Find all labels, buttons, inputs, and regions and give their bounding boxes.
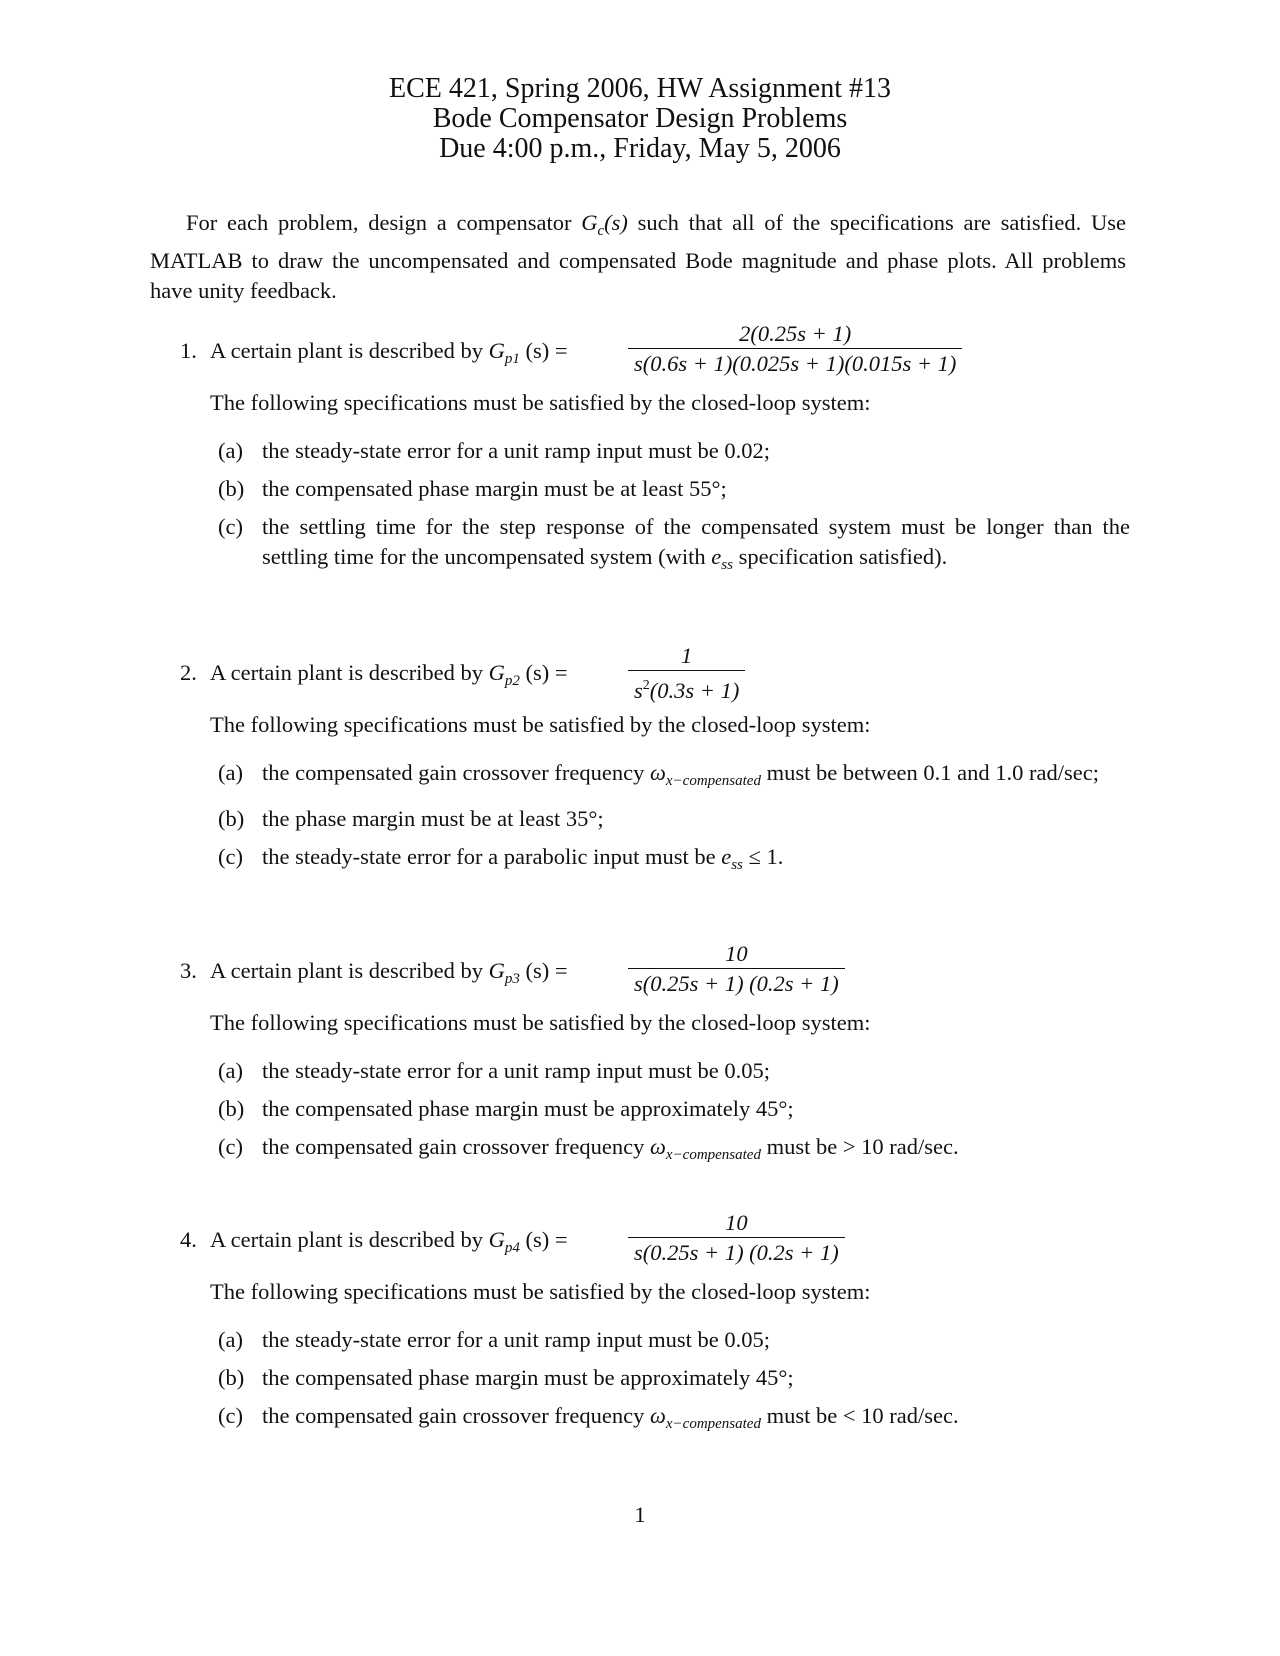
spec-text-a: the compensated gain crossover frequency: [262, 1134, 650, 1159]
tf-numerator: 2(0.25s + 1): [739, 321, 852, 346]
spec-list: [218, 436, 1130, 580]
tf-denominator: [628, 670, 745, 706]
spec-text: the phase margin must be at least 35°;: [262, 806, 604, 831]
intro-paragraph: [150, 208, 1126, 306]
spec-text-b: must be < 10 rad/sec.: [760, 1403, 959, 1428]
spec-label: (c): [218, 1403, 243, 1428]
tf-denominator: s(0.6s + 1)(0.025s + 1)(0.015s + 1): [628, 348, 962, 379]
tf-numerator: 1: [681, 643, 693, 668]
plant-arg: (s) =: [525, 338, 568, 363]
transfer-function: [628, 642, 745, 706]
plant-subscript: p4: [504, 1240, 520, 1256]
spec-symbol: ω: [649, 1403, 666, 1428]
spec-item: [218, 1056, 1130, 1086]
spec-item: [218, 1325, 1130, 1355]
plant-statement: [210, 958, 568, 988]
plant-subscript: p1: [504, 351, 520, 367]
spec-list: [218, 1056, 1130, 1170]
plant-statement: [210, 338, 568, 368]
spec-item: [218, 842, 1130, 880]
spec-text-a: the settling time for the step response of the compensated system must be longer than the settling time for the uncompensated system (with: [262, 514, 1130, 569]
tf-den-rest: (0.3s + 1): [649, 678, 740, 703]
spec-item: [218, 758, 1130, 796]
plant-symbol: G: [488, 338, 505, 363]
spec-label: (a): [218, 1327, 243, 1352]
plant-arg: (s) =: [525, 1227, 568, 1252]
page-number: 1: [634, 1502, 646, 1527]
spec-label: (b): [218, 1096, 245, 1121]
spec-label: (a): [218, 1058, 243, 1083]
spec-symbol: ω: [649, 1134, 666, 1159]
plant-symbol: G: [488, 1227, 505, 1252]
tf-numerator: 10: [725, 1210, 748, 1235]
intro-gc: G: [581, 210, 598, 235]
plant-lead: A certain plant is described by: [210, 958, 484, 983]
plant-subscript: p2: [504, 673, 520, 689]
plant-lead: A certain plant is described by: [210, 1227, 484, 1252]
spec-item: [218, 1094, 1130, 1124]
spec-list: [218, 1325, 1130, 1439]
spec-symbol: e: [711, 544, 722, 569]
spec-text: the steady-state error for a unit ramp input must be 0.05;: [262, 1327, 770, 1352]
spec-item: [218, 436, 1130, 466]
spec-text: the compensated phase margin must be approximately 45°;: [262, 1365, 794, 1390]
plant-arg: (s) =: [525, 660, 568, 685]
problem-number: 1.: [180, 338, 197, 363]
spec-label: (a): [218, 438, 243, 463]
spec-item: [218, 804, 1130, 834]
plant-statement: [210, 1227, 568, 1257]
tf-denominator: s(0.25s + 1) (0.2s + 1): [628, 968, 845, 999]
spec-symbol-sub: ss: [721, 557, 733, 573]
spec-text: the steady-state error for a unit ramp input must be 0.05;: [262, 1058, 770, 1083]
tf-den-exponent: 2: [642, 678, 650, 693]
spec-label: (c): [218, 844, 243, 869]
spec-item: [218, 1363, 1130, 1393]
spec-label: (a): [218, 760, 243, 785]
plant-symbol: G: [488, 958, 505, 983]
spec-text: the compensated phase margin must be approximately 45°;: [262, 1096, 794, 1121]
spec-symbol-sub: x−compensated: [665, 1416, 761, 1432]
spec-label: (b): [218, 476, 245, 501]
transfer-function: [628, 320, 962, 379]
spec-text-b: must be > 10 rad/sec.: [760, 1134, 959, 1159]
intro-text-a: For each problem, design a compensator: [186, 210, 582, 235]
spec-symbol-sub: x−compensated: [665, 1147, 761, 1163]
spec-text-b: must be between 0.1 and 1.0 rad/sec;: [760, 760, 1099, 785]
problem-2: [180, 640, 1130, 888]
spec-symbol-sub: ss: [731, 857, 743, 873]
header-line-3: Due 4:00 p.m., Friday, May 5, 2006: [439, 133, 841, 164]
header-line-1: ECE 421, Spring 2006, HW Assignment #13: [389, 73, 891, 104]
transfer-function: [628, 940, 845, 999]
spec-list: [218, 758, 1130, 880]
spec-symbol: ω: [649, 760, 666, 785]
tf-den-s: s: [634, 678, 643, 703]
spec-symbol: e: [721, 844, 732, 869]
plant-subscript: p3: [504, 971, 520, 987]
tf-denominator: s(0.25s + 1) (0.2s + 1): [628, 1237, 845, 1268]
spec-item: [218, 1132, 1130, 1170]
plant-statement: [210, 660, 568, 690]
intro-text-b: such that all of the specifications are satisfied. Use MATLAB to draw the uncompensated and compensated Bode magnitude and phase plots. All problems have unity feedback.: [150, 210, 1126, 303]
intro-gc-sub: c: [597, 223, 605, 239]
spec-label: (c): [218, 1134, 243, 1159]
spec-text: the steady-state error for a unit ramp input must be 0.02;: [262, 438, 770, 463]
problem-number: 3.: [180, 958, 197, 983]
spec-item: [218, 474, 1130, 504]
plant-arg: (s) =: [525, 958, 568, 983]
spec-text-a: the steady-state error for a parabolic input must be: [262, 844, 722, 869]
transfer-function: [628, 1209, 845, 1268]
problem-number: 2.: [180, 660, 197, 685]
plant-lead: A certain plant is described by: [210, 660, 484, 685]
plant-symbol: G: [488, 660, 505, 685]
problem-1: [180, 318, 1130, 588]
spec-text-b: specification satisfied).: [732, 544, 948, 569]
spec-text: the compensated phase margin must be at least 55°;: [262, 476, 727, 501]
spec-text-a: the compensated gain crossover frequency: [262, 760, 650, 785]
spec-label: (c): [218, 514, 243, 539]
spec-label: (b): [218, 806, 245, 831]
tf-numerator: 10: [725, 941, 748, 966]
plant-lead: A certain plant is described by: [210, 338, 484, 363]
spec-text-a: the compensated gain crossover frequency: [262, 1403, 650, 1428]
spec-intro: The following specifications must be satisfied by the closed-loop system:: [210, 1279, 871, 1304]
spec-text-b: ≤ 1.: [742, 844, 784, 869]
spec-intro: The following specifications must be satisfied by the closed-loop system:: [210, 390, 871, 415]
header-line-2: Bode Compensator Design Problems: [432, 103, 848, 134]
spec-intro: The following specifications must be satisfied by the closed-loop system:: [210, 1010, 871, 1035]
spec-item: [218, 512, 1130, 580]
problem-number: 4.: [180, 1227, 197, 1252]
spec-label: (b): [218, 1365, 245, 1390]
intro-gc-arg: (s): [604, 210, 628, 235]
document-header: [0, 74, 1280, 164]
spec-symbol-sub: x−compensated: [665, 773, 761, 789]
spec-item: [218, 1401, 1130, 1439]
problem-3: [180, 938, 1130, 1178]
spec-intro: The following specifications must be satisfied by the closed-loop system:: [210, 712, 871, 737]
problem-4: [180, 1207, 1130, 1447]
